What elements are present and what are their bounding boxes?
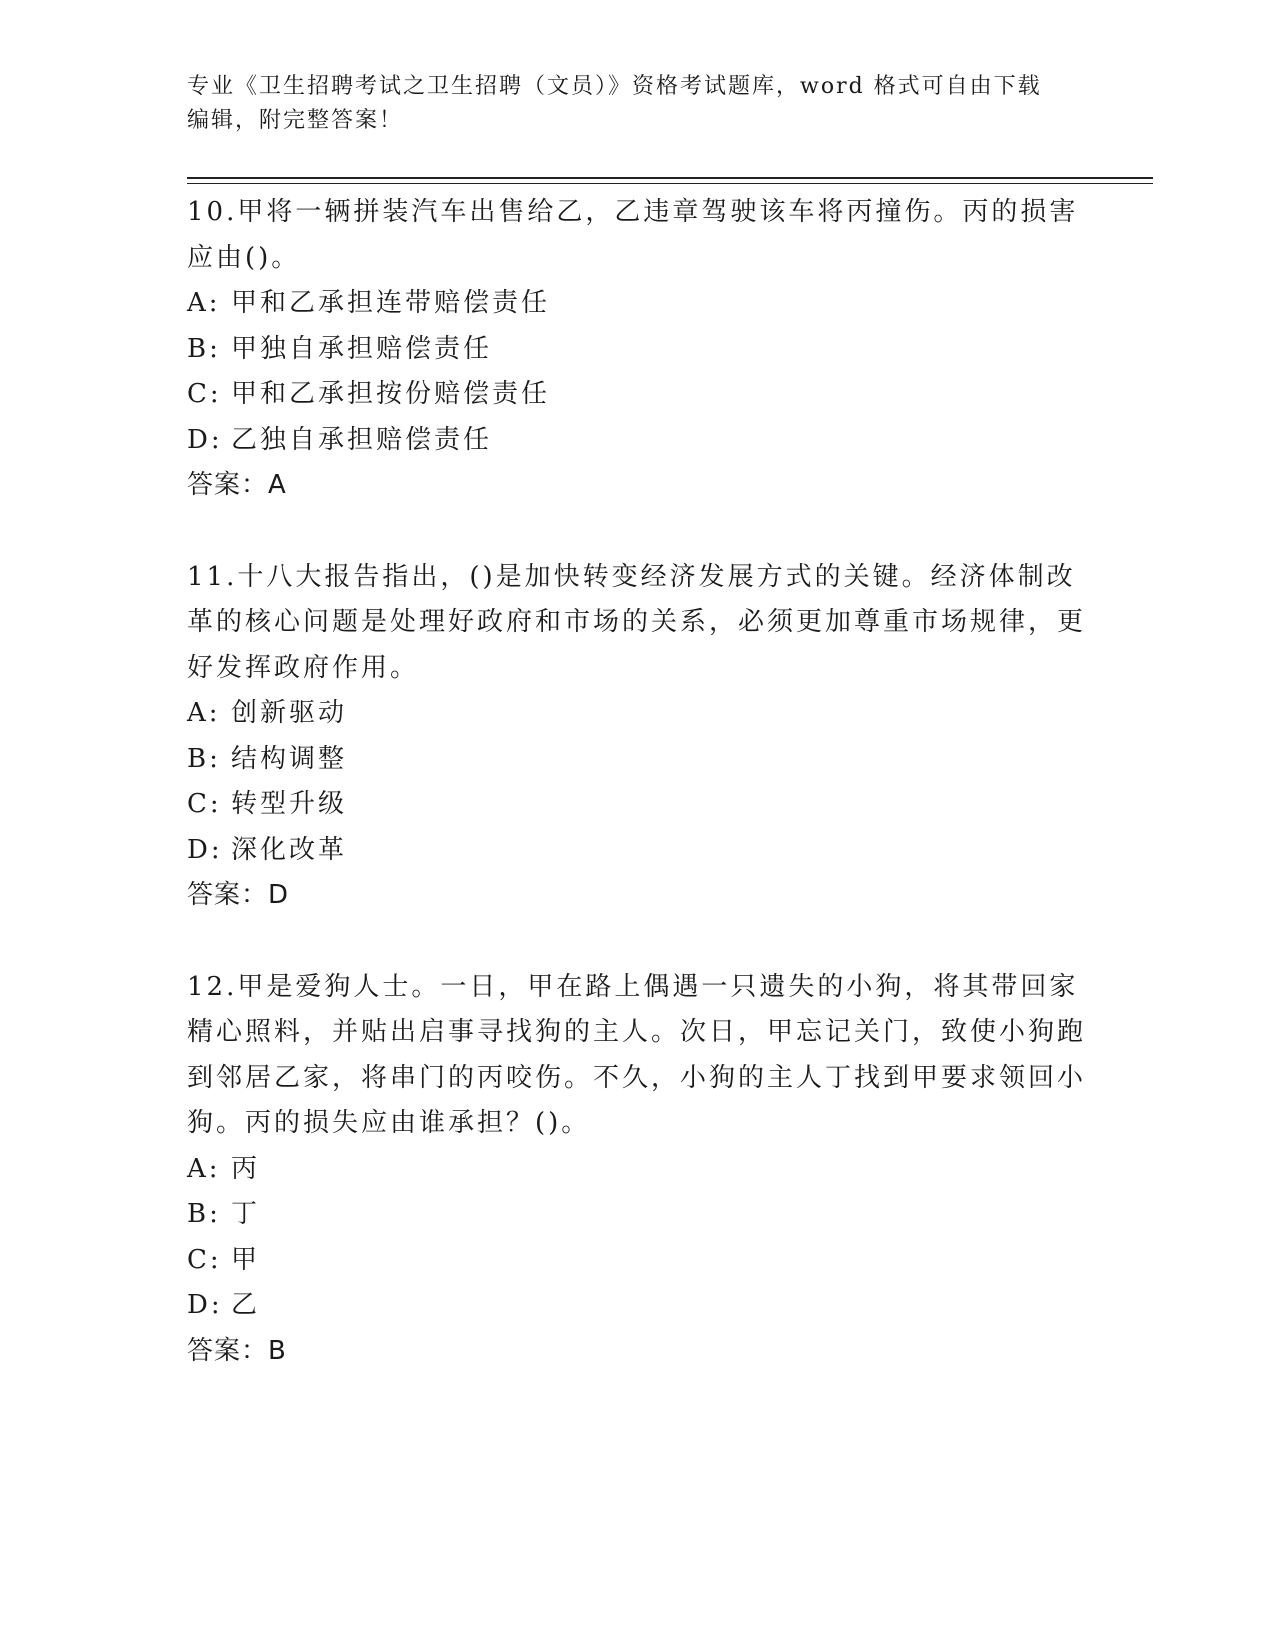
option-letter: D: <box>187 424 223 455</box>
option-letter: D: <box>187 1290 223 1320</box>
option-text: 深化改革 <box>231 834 348 865</box>
question-stem: 10.甲将一辆拼装汽车出售给乙，乙违章驾驶该车将丙撞伤。丙的损害应由()。 <box>187 197 1079 273</box>
question-12 <box>187 965 1087 1375</box>
header-line-2: 编辑，附完整答案！ <box>187 108 404 133</box>
option-text: 甲和乙承担连带赔偿责任 <box>231 288 551 318</box>
answer-line: 答案：B <box>187 1335 287 1366</box>
question-stem: 11.十八大报告指出，()是加快转变经济发展方式的关键。经济体制改革的核心问题是处理好政府和市场的关系，必须更加尊重市场规律，更好发挥政府作用。 <box>187 561 1087 683</box>
option-letter: B: <box>187 1199 221 1229</box>
document-header <box>187 70 1067 138</box>
option-a <box>187 281 1087 327</box>
option-letter: C: <box>187 1244 222 1275</box>
option-c <box>187 372 1087 418</box>
option-text: 甲独自承担赔偿责任 <box>231 333 493 364</box>
option-text: 丁 <box>231 1199 261 1229</box>
option-text: 转型升级 <box>231 789 348 819</box>
option-a <box>187 691 1087 737</box>
option-b <box>187 737 1087 783</box>
option-text: 丙 <box>231 1153 261 1184</box>
header-line-1: 专业《卫生招聘考试之卫生招聘（文员）》资格考试题库，word 格式可自由下载 <box>187 74 1042 99</box>
option-a <box>187 1147 1087 1193</box>
option-letter: B: <box>187 743 221 774</box>
option-text: 甲 <box>231 1244 261 1275</box>
question-list <box>187 190 1087 1420</box>
option-letter: D: <box>187 834 223 865</box>
option-d <box>187 1283 1087 1329</box>
question-11 <box>187 555 1087 919</box>
answer-line: 答案：D <box>187 880 290 910</box>
option-b <box>187 1192 1087 1238</box>
answer-line: 答案：A <box>187 470 287 500</box>
option-text: 乙 <box>231 1290 261 1320</box>
option-d <box>187 418 1087 464</box>
option-c <box>187 782 1087 828</box>
option-letter: A: <box>187 1153 221 1184</box>
option-letter: C: <box>187 789 222 819</box>
option-text: 甲和乙承担按份赔偿责任 <box>231 379 551 409</box>
option-b <box>187 327 1087 373</box>
option-letter: A: <box>187 698 221 728</box>
option-text: 结构调整 <box>231 743 348 774</box>
option-d <box>187 828 1087 874</box>
question-stem: 12.甲是爱狗人士。一日，甲在路上偶遇一只遗失的小狗，将其带回家精心照料，并贴出启事寻找狗的主人。次日，甲忘记关门，致使小狗跑到邻居乙家，将串门的丙咬伤。不久，小狗的主人丁找到甲要求领回小狗。丙的损失应由谁承担？()。 <box>187 971 1087 1138</box>
option-letter: C: <box>187 379 222 409</box>
option-letter: A: <box>187 288 221 318</box>
question-10 <box>187 190 1087 509</box>
option-text: 乙独自承担赔偿责任 <box>231 424 493 455</box>
header-divider-thin <box>187 183 1153 184</box>
option-text: 创新驱动 <box>231 698 348 728</box>
option-letter: B: <box>187 333 221 364</box>
option-c <box>187 1238 1087 1284</box>
header-divider-thick <box>187 177 1153 179</box>
